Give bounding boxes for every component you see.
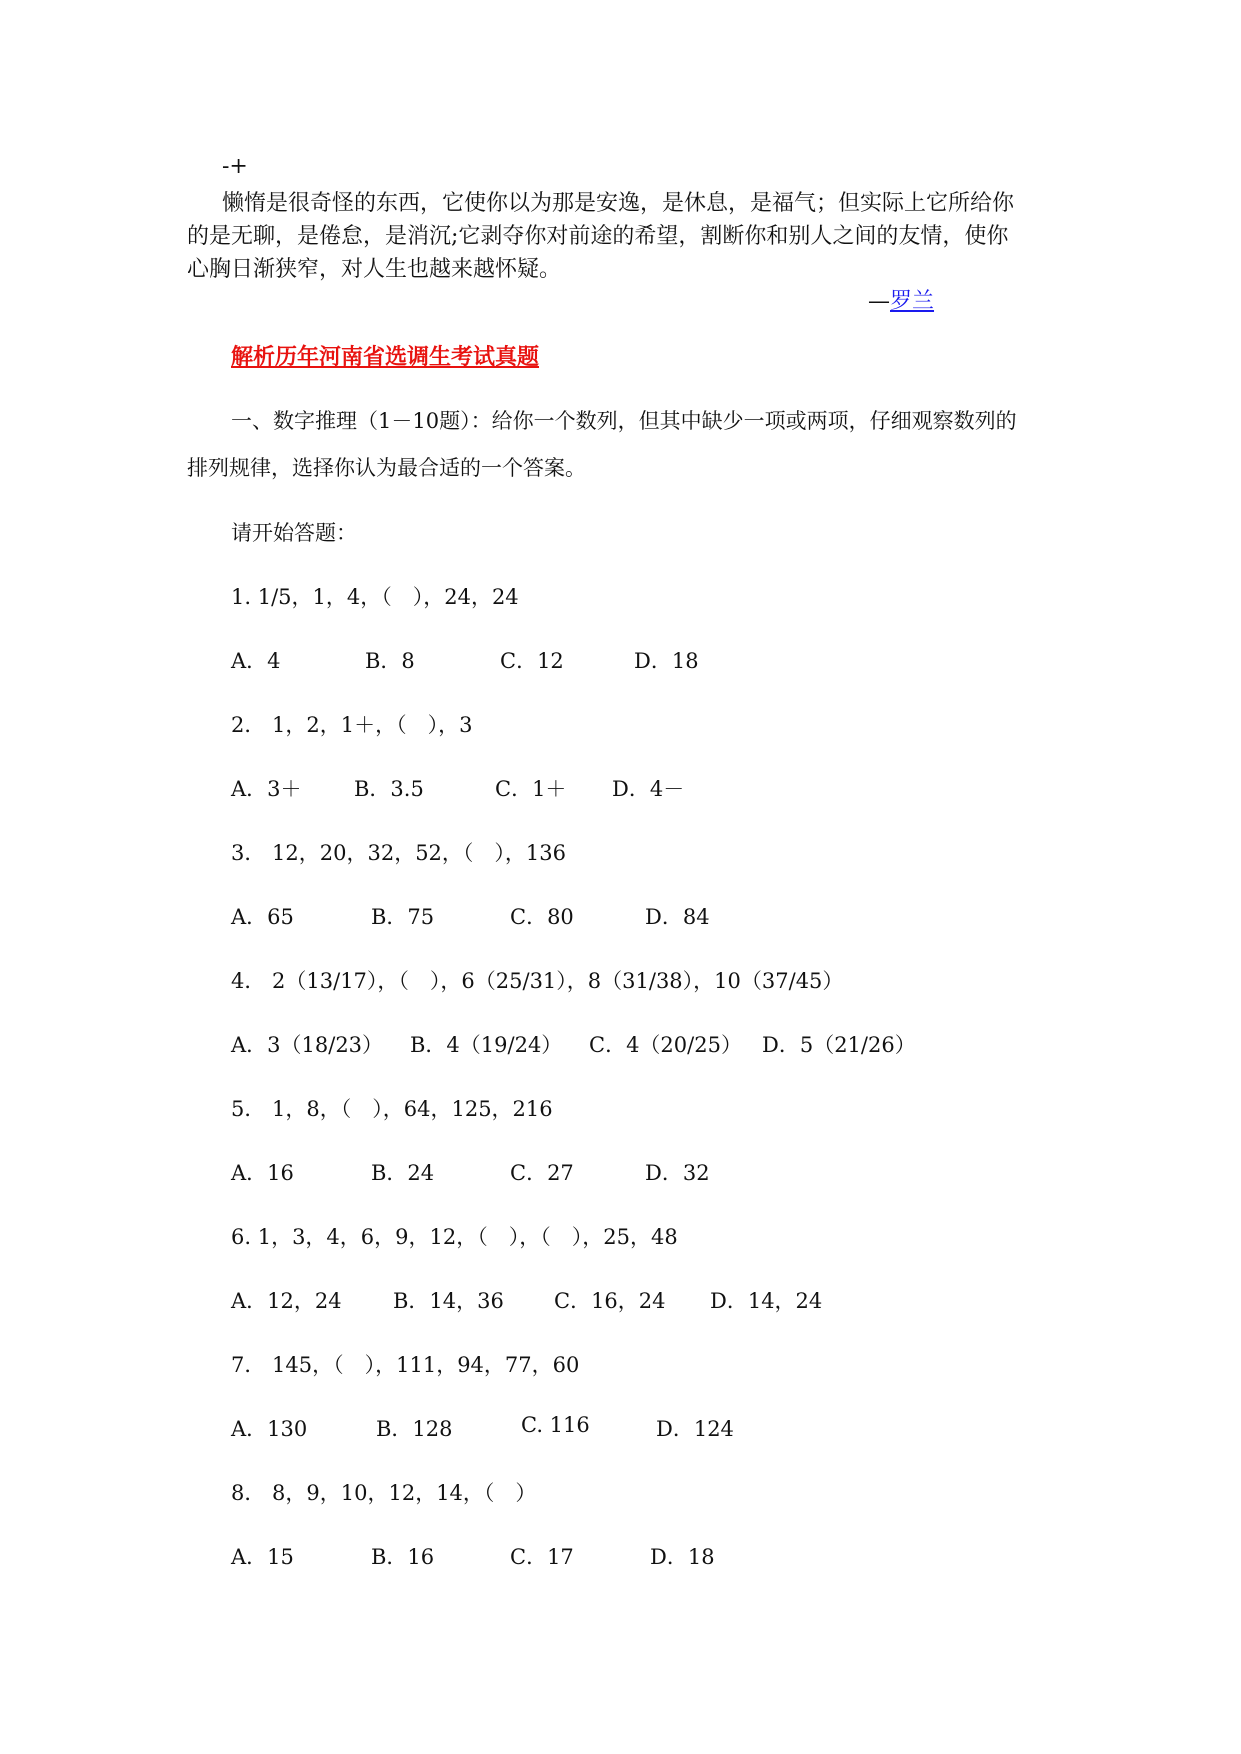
option-2-d: D．4－ [612, 777, 685, 801]
question-6: 6. 1，3，4，6，9，12，（ ），（ ），25，48 [231, 1225, 678, 1249]
options-row-2 [0, 773, 1241, 803]
option-5-b: B．24 [371, 1161, 435, 1185]
question-8: 8． 8，9，10，12，14，（ ） [231, 1481, 537, 1505]
option-6-d: D．14，24 [710, 1289, 823, 1313]
options-row-6 [0, 1285, 1241, 1315]
option-6-a: A．12，24 [231, 1289, 342, 1313]
option-3-b: B．75 [371, 905, 435, 929]
attribution-dash: — [868, 289, 890, 314]
option-7-c: C. 116 [521, 1413, 590, 1437]
start-prompt: 请开始答题： [231, 521, 357, 545]
option-5-a: A．16 [231, 1161, 294, 1185]
option-2-b: B．3.5 [354, 777, 424, 801]
option-4-d: D．5（21/26） [762, 1033, 916, 1057]
options-row-3 [0, 901, 1241, 931]
option-5-c: C．27 [510, 1161, 574, 1185]
options-row-4 [0, 1029, 1241, 1059]
question-1: 1. 1/5，1，4，（ ），24，24 [231, 585, 519, 609]
option-7-a: A．130 [231, 1417, 308, 1441]
quote-line-3: 心胸日渐狭窄，对人生也越来越怀疑。 [187, 257, 562, 282]
option-2-c: C．1＋ [495, 777, 567, 801]
option-5-d: D．32 [645, 1161, 710, 1185]
intro-line-2: 排列规律，选择你认为最合适的一个答案。 [187, 456, 586, 480]
quote-line-2: 的是无聊，是倦怠，是消沉;它剥夺你对前途的希望，割断你和别人之间的友情，使你 [187, 224, 1009, 249]
option-8-b: B．16 [371, 1545, 435, 1569]
question-4: 4． 2（13/17），（ ），6（25/31），8（31/38），10（37/45） [231, 969, 844, 993]
quote-attribution [868, 284, 934, 315]
option-7-d: D．124 [656, 1417, 734, 1441]
option-8-a: A．15 [231, 1545, 294, 1569]
question-7: 7． 145，（ ），111，94，77，60 [231, 1353, 580, 1377]
option-1-c: C．12 [500, 649, 564, 673]
option-2-a: A．3＋ [231, 777, 302, 801]
option-3-a: A．65 [231, 905, 294, 929]
option-4-b: B．4（19/24） [410, 1033, 563, 1057]
option-7-b: B．128 [376, 1417, 453, 1441]
intro-line-1: 一、数字推理（1－10题）：给你一个数列，但其中缺少一项或两项，仔细观察数列的 [231, 409, 1017, 433]
question-5: 5． 1，8，（ ），64，125，216 [231, 1097, 553, 1121]
option-6-b: B．14，36 [393, 1289, 504, 1313]
options-row-1 [0, 645, 1241, 675]
quote-line-1: 懒惰是很奇怪的东西，它使你以为那是安逸，是休息，是福气；但实际上它所给你 [222, 191, 1015, 216]
option-1-d: D．18 [634, 649, 699, 673]
options-row-8 [0, 1541, 1241, 1571]
option-1-b: B．8 [365, 649, 415, 673]
question-3: 3． 12，20，32，52，（ ），136 [231, 841, 567, 865]
option-3-c: C．80 [510, 905, 574, 929]
options-row-7 [0, 1413, 1241, 1443]
author-link[interactable]: 罗兰 [890, 289, 935, 314]
option-3-d: D．84 [645, 905, 710, 929]
options-row-5 [0, 1157, 1241, 1187]
option-1-a: A．4 [231, 649, 281, 673]
option-6-c: C．16，24 [554, 1289, 666, 1313]
option-4-c: C．4（20/25） [589, 1033, 742, 1057]
page-title: 解析历年河南省选调生考试真题 [231, 344, 540, 370]
question-2: 2． 1，2，1＋，（ ），3 [231, 713, 473, 737]
option-4-a: A．3（18/23） [231, 1033, 384, 1057]
option-8-c: C．17 [510, 1545, 574, 1569]
option-8-d: D．18 [650, 1545, 715, 1569]
quote-marker: -+ [222, 154, 248, 179]
